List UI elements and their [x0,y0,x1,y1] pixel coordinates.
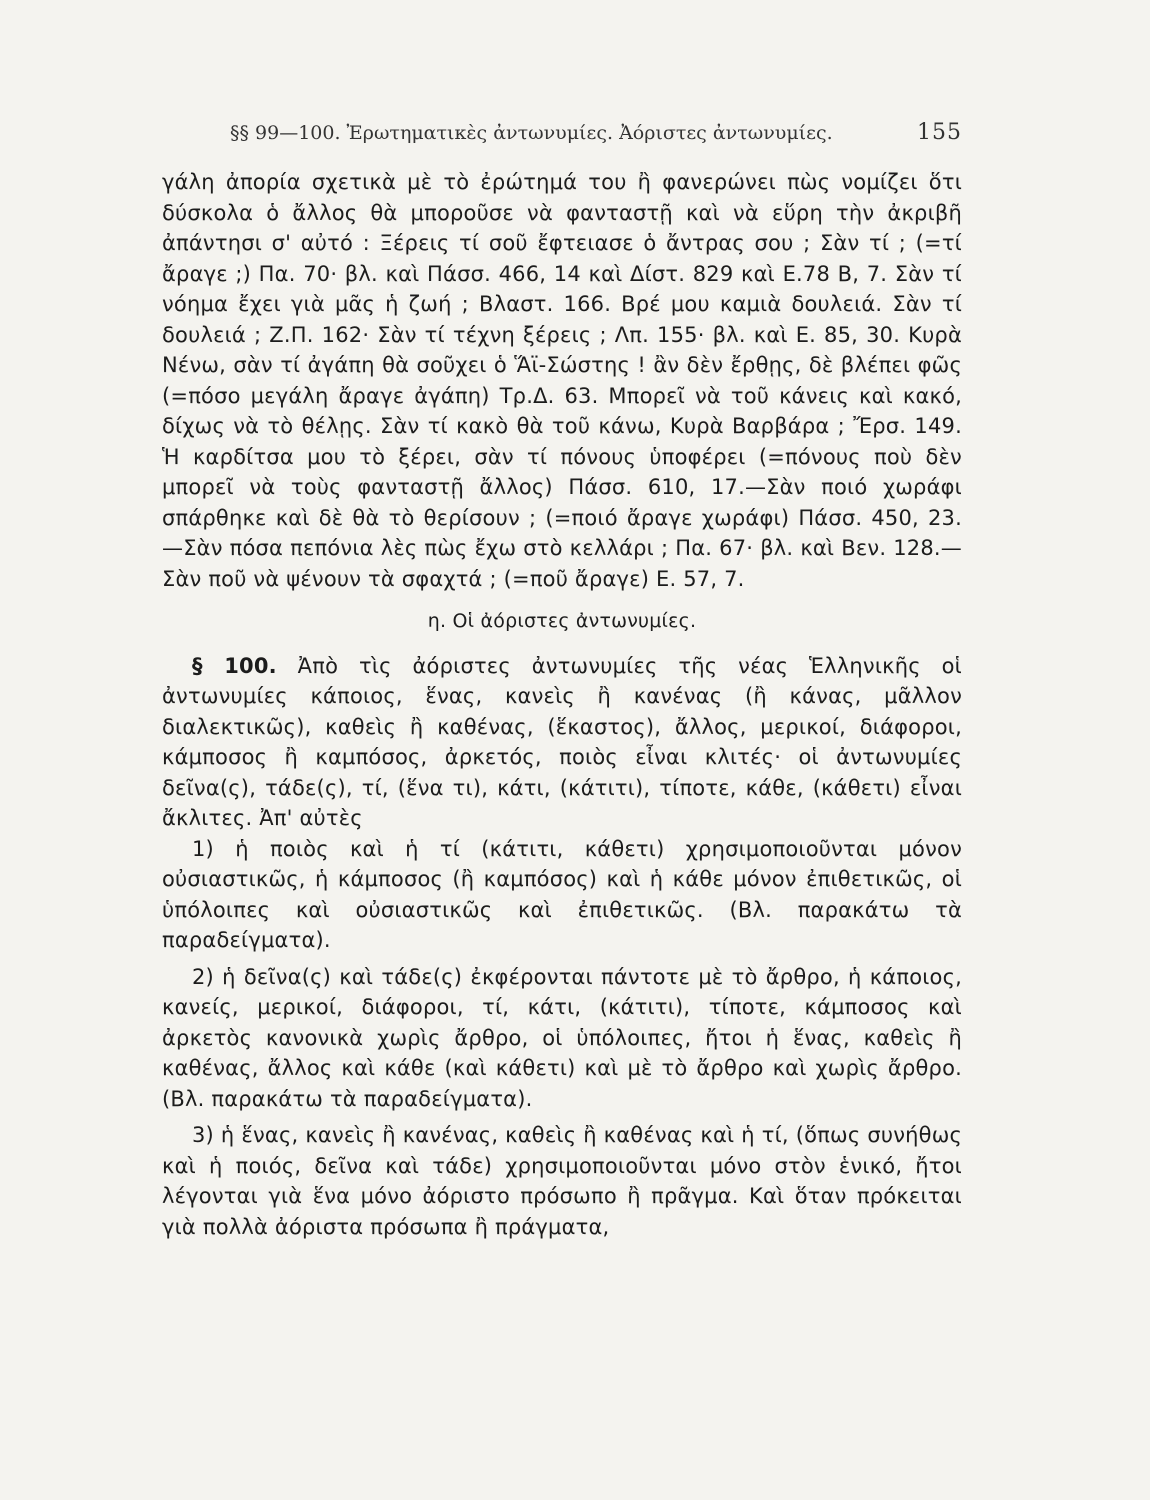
list-item-3: 3) ἡ ἕνας, κανεὶς ἢ κανένας, καθεὶς ἢ καθένας καὶ ἡ τί, (ὅπως συνήθως καὶ ἡ ποιός, δεῖνα καὶ τάδε) χρησιμοποιοῦνται μόνο στὸν ἑνικό, ἤτοι λέγονται γιὰ ἕνα μόνο ἀόριστο πρόσωπο ἢ πρᾶγμα. Καὶ ὅταν πρόκειται γιὰ πολλὰ ἀόριστα πρόσωπα ἢ πράγματα, [162,1123,962,1239]
body-text [162,167,962,1242]
continuation-paragraph: γάλη ἀπορία σχετικὰ μὲ τὸ ἐρώτημά του ἢ φανερώνει πὼς νομίζει ὅτι δύσκολα ὁ ἄλλος θὰ μποροῦσε νὰ φανταστῇ καὶ νὰ εὕρη τὴν ἀκριβῆ ἀπάντησι σ' αὐτό : Ξέρεις τί σοῦ ἔφτειασε ὁ ἄντρας σου ; Σὰν τί ; (=τί ἄραγε ;) Πα. 70· βλ. καὶ Πάσσ. 466, 14 καὶ Δίστ. 829 καὶ Ε.78 Β, 7. Σὰν τί νόημα ἔχει γιὰ μᾶς ἡ ζωή ; Βλαστ. 166. Βρέ μου καμιὰ δουλειά. Σὰν τί δουλειά ; Ζ.Π. 162· Σὰν τί τέχνη ξέρεις ; Λπ. 155· βλ. καὶ Ε. 85, 30. Κυρὰ Νένω, σὰν τί ἀγάπη θὰ σοῦχει ὁ Ἅϊ-Σώστης ! ἂν δὲν ἔρθῃς, δὲ βλέπει φῶς (=πόσο μεγάλη ἄραγε ἀγάπη) Τρ.Δ. 63. Μπορεῖ νὰ τοῦ κάνεις καὶ κακό, δίχως νὰ τὸ θέλῃς. Σὰν τί κακὸ θὰ τοῦ κάνω, Κυρὰ Βαρβάρα ; Ἔρσ. 149. Ἡ καρδίτσα μου τὸ ξέρει, σὰν τί πόνους ὑποφέρει (=πόνους ποὺ δὲν μπορεῖ νὰ τοὺς φανταστῇ ἄλλος) Πάσσ. 610, 17.—Σὰν ποιό χωράφι σπάρθηκε καὶ δὲ θὰ τὸ θερίσουν ; (=ποιό ἄραγε χωράφι) Πάσσ. 450, 23. —Σὰν πόσα πεπόνια λὲς πὼς ἔχω στὸ κελλάρι ; Πα. 67· βλ. καὶ Βεν. 128.—Σὰν ποῦ νὰ ψένουν τὰ σφαχτά ; (=ποῦ ἄραγε) Ε. 57, 7. [162,170,962,591]
page-number: 155 [917,120,962,145]
section-running-title: §§ 99—100. Ἐρωτηματικὲς ἀντωνυμίες. Ἀόριστες ἀντωνυμίες. [230,122,833,144]
section-intro-paragraph [162,651,962,834]
section-intro-text: Ἀπὸ τὶς ἀόριστες ἀντωνυμίες τῆς νέας Ἑλληνικῆς οἱ ἀντωνυμίες κάποιος, ἕνας, κανεὶς ἢ κανένας (ἢ κάνας, μᾶλλον διαλεκτικῶς), καθεὶς ἢ καθένας, (ἕκαστος), ἄλλος, μερικοί, διάφοροι, κάμποσος ἢ καμπόσος, ἀρκετός, ποιὸς εἶναι κλιτές· οἱ ἀντωνυμίες δεῖνα(ς), τάδε(ς), τί, (ἕνα τι), κάτι, (κάτιτι), τίποτε, κάθε, (κάθετι) εἶναι ἄκλιτες. Ἀπ' αὐτὲς [162,653,962,830]
running-header [162,120,962,145]
book-page [162,120,962,1242]
list-item-2: 2) ἡ δεῖνα(ς) καὶ τάδε(ς) ἐκφέρονται πάντοτε μὲ τὸ ἄρθρο, ἡ κάποιος, κανείς, μερικοί, διάφοροι, τί, κάτι, (κάτιτι), τίποτε, κάμποσος καὶ ἀρκετὸς κανονικὰ χωρὶς ἄρθρο, οἱ ὑπόλοιπες, ἤτοι ἡ ἕνας, καθεὶς ἢ καθένας, ἄλλος καὶ κάθε (καὶ κάθετι) καὶ μὲ τὸ ἄρθρο καὶ χωρὶς ἄρθρο. (Βλ. παρακάτω τὰ παραδείγματα). [162,964,962,1111]
section-number: § 100. [192,653,277,678]
subsection-heading: η. Οἱ ἀόριστες ἀντωνυμίες. [427,610,697,632]
list-item-1: 1) ἡ ποιὸς καὶ ἡ τί (κάτιτι, κάθετι) χρησιμοποιοῦνται μόνον οὐσιαστικῶς, ἡ κάμποσος (ἢ καμπόσος) καὶ ἡ κάθε μόνον ἐπιθετικῶς, οἱ ὑπόλοιπες καὶ οὐσιαστικῶς καὶ ἐπιθετικῶς. (Βλ. παρακάτω τὰ παραδείγματα). [162,836,962,952]
